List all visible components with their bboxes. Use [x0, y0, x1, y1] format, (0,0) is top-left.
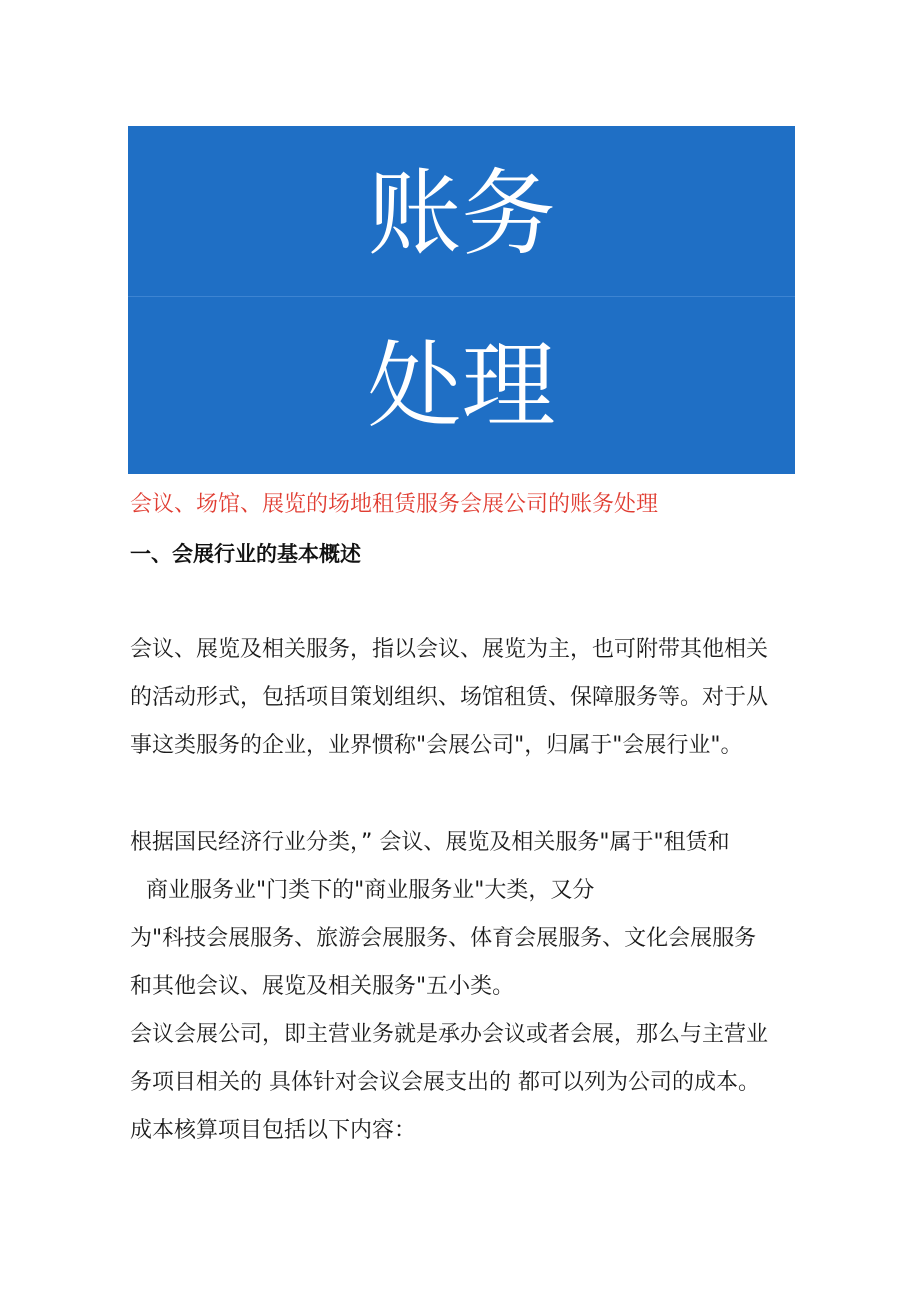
paragraph-line: 会议会展公司，即主营业务就是承办会议或者会展，那么与主营业 — [130, 1022, 769, 1047]
title-banner — [128, 126, 795, 474]
paragraph-line: 和其他会议、展览及相关服务"五小类。 — [130, 974, 515, 999]
document-subtitle: 会议、场馆、展览的场地租赁服务会展公司的账务处理 — [130, 492, 659, 517]
paragraph-line: 事这类服务的企业，业界惯称"会展公司"，归属于"会展行业"。 — [130, 733, 743, 758]
banner-title-line-1: 账务 — [367, 160, 556, 269]
paragraph-line: 为"科技会展服务、旅游会展服务、体育会展服务、文化会展服务 — [130, 926, 757, 951]
paragraph-line: 的活动形式，包括项目策划组织、场馆租赁、保障服务等。对于从 — [130, 685, 769, 710]
paragraph-line: 成本核算项目包括以下内容： — [130, 1118, 417, 1143]
paragraph-classification — [130, 819, 800, 1155]
paragraph-line: 会议、展览及相关服务，指以会议、展览为主，也可附带其他相关 — [130, 637, 769, 662]
paragraph-line: 根据国民经济行业分类，” 会议、展览及相关服务"属于"租赁和 — [130, 830, 730, 855]
paragraph-line: 务项目相关的 具体针对会议会展支出的 都可以列为公司的成本。 — [130, 1070, 760, 1095]
paragraph-line: 商业服务业"门类下的"商业服务业"大类，又分 — [146, 878, 595, 903]
banner-divider — [128, 296, 795, 297]
paragraph-overview — [130, 626, 800, 770]
section-heading: 一、会展行业的基本概述 — [130, 542, 361, 566]
banner-title-line-2: 处理 — [367, 332, 556, 441]
